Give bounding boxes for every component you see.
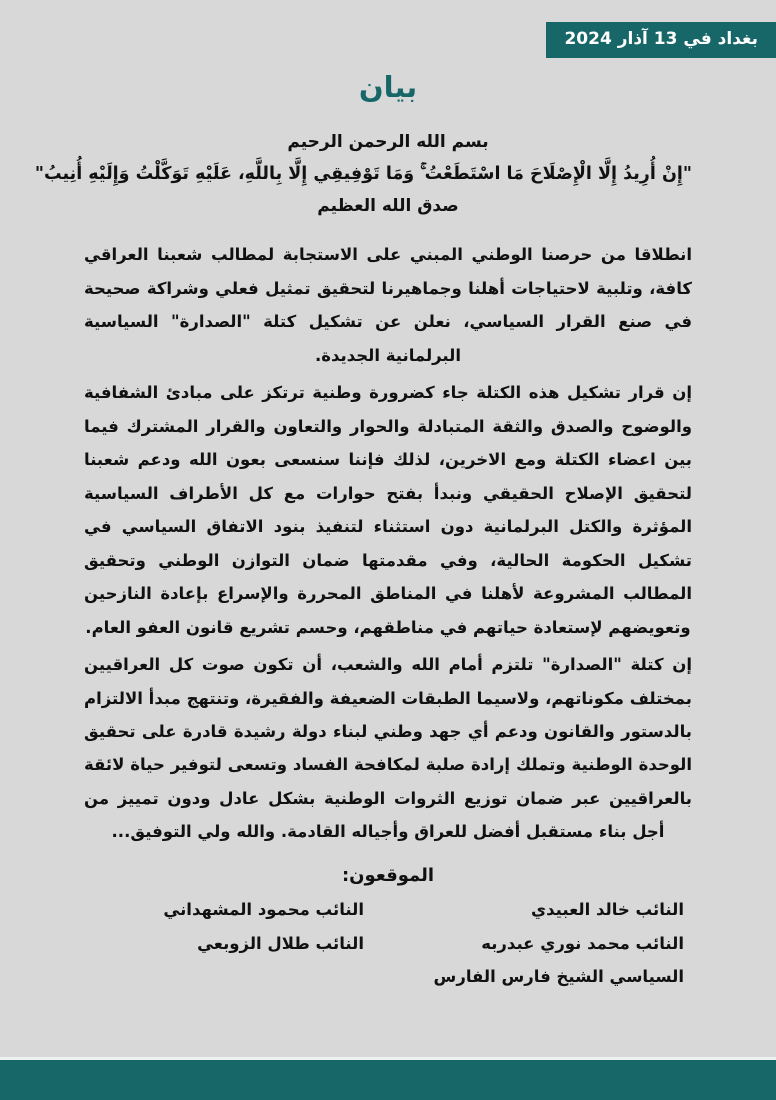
document-body xyxy=(34,70,692,990)
basmala-text: بسم الله الرحمن الرحيم xyxy=(287,131,489,152)
signatory-name: النائب محمود المشهداني xyxy=(163,899,364,919)
signatory-name: النائب طلال الزوبعي xyxy=(197,933,364,953)
signatories-section xyxy=(84,865,692,990)
signatories-columns xyxy=(84,898,692,990)
signatory-name: النائب محمد نوري عبدربه xyxy=(481,933,684,953)
paragraph-3: إن كتلة "الصدارة" تلتزم أمام الله والشعب، أن تكون صوت كل العراقيين بمختلف مكوناتهم، ولاسيما الطبقات الضعيفة والفقيرة، وتنتهج مبدأ الالتزام بالدستور والقانون ودعم أي جهد وطني لبناء دولة رشيدة قادرة على تحقيق الوحدة الوطنية وتملك إرادة صلبة لمكافحة الفساد وتسعى لتوفير حياة لائقة بالعراقيين عبر ضمان توزيع الثروات الوطنية بشكل عادل ودون تمييز من أجل بناء مستقبل أفضل للعراق وأجياله القادمة. والله ولي التوفيق... xyxy=(84,655,692,842)
verse-seal-text: صدق الله العظيم xyxy=(317,195,459,216)
quran-verse: "إِنْ أُرِيدُ إِلَّا الْإِصْلَاحَ مَا اسْتَطَعْتُ ۚ وَمَا تَوْفِيقِي إِلَّا بِاللَّهِ، عَلَيْهِ تَوَكَّلْتُ وَإِلَيْهِ أُنِيبُ" xyxy=(34,164,692,185)
page-title: بيان xyxy=(358,70,418,104)
signatories-column-left xyxy=(388,898,692,990)
signatories-heading: الموقعون: xyxy=(341,864,435,886)
paragraph-2: إن قرار تشكيل هذه الكتلة جاء كضرورة وطنية ترتكز على مبادئ الشفافية والوضوح والصدق والثقة المتبادلة والحوار والتعاون والقرار المشترك فيما بين اعضاء الكتلة ومع الاخرين، لذلك فإننا سنسعى بعون الله ودعم شعبنا لتحقيق الإصلاح الحقيقي ونبدأ بفتح حوارات مع كل الأطراف السياسية المؤثرة والكتل البرلمانية دون استثناء لتنفيذ بنود الاتفاق السياسي في تشكيل الحكومة الحالية، وفي مقدمتها ضمان التوازن الوطني وتحقيق المطالب المشروعة لأهلنا في المناطق المحررة والإسراع بإعادة النازحين وتعويضهم لإستعادة حياتهم في مناطقهم، وحسم تشريع قانون العفو العام. xyxy=(84,383,692,637)
paragraph-1: انطلاقا من حرصنا الوطني المبني على الاستجابة لمطالب شعبنا العراقي كافة، وتلبية لاحتياجات أهلنا وجماهيرنا لتحقيق تمثيل فعلي وشراكة صحيحة في صنع القرار السياسي، نعلن عن تشكيل كتلة "الصدارة" السياسية البرلمانية الجديدة. xyxy=(84,245,692,365)
footer-bar xyxy=(0,1060,776,1100)
statement-paragraphs xyxy=(84,238,692,849)
date-badge: بغداد في 13 آذار 2024 xyxy=(546,22,776,58)
signatory-name: السياسي الشيخ فارس الفارس xyxy=(433,967,684,987)
document-header xyxy=(0,22,776,58)
signatories-column-right xyxy=(84,898,388,990)
signatory-name: النائب خالد العبيدي xyxy=(530,899,684,919)
